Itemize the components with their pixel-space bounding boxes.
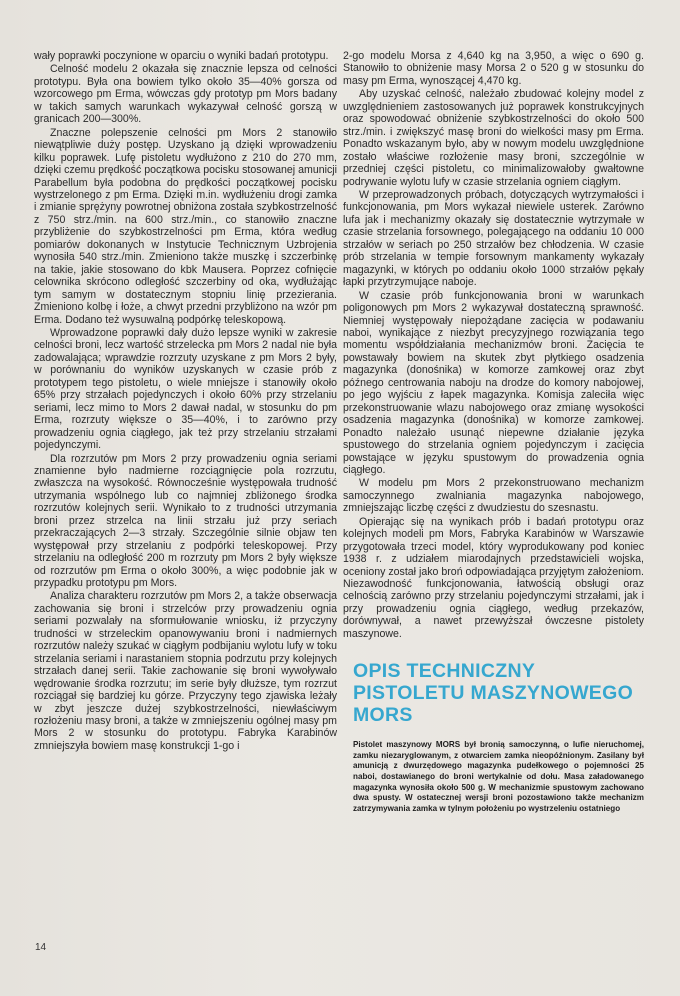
paragraph: 2-go modelu Morsa z 4,640 kg na 3,950, a więc o 690 g. Stanowiło to obniżenie masy Morsa 2 o 520 g w stosunku do masy pm Erma, wynoszącej 4,470 kg. bbox=[343, 50, 644, 87]
paragraph: wały poprawki poczynione w oparciu o wyniki badań prototypu. bbox=[34, 50, 329, 62]
paragraph: Analiza charakteru rozrzutów pm Mors 2, a także obserwacja zachowania się broni i strzelców przy prowadzeniu ognia seriami pozwalały na sformułowanie wniosku, iż przyczyny trudności w strzeleckim opanowywaniu broni i nadmiernych rozrzutów należy szukać w ciągłym podbijaniu wylotu lufy w toku strzelania seriami i narastaniem stopnia podrzutu przy kolejnych strzałach danej serii. Takie zachowanie się broni wywoływało wędrowanie środka rozrzutu; im serie były dłuższe, tym rozrzut rozciągał się bardziej ku górze. Przyczyny tego zjawiska leżały w zbyt jeszcze dużej szybkostrzelności, niewłaściwym rozłożeniu masy broni, a także w zmniejszeniu ogólnej masy pm Mors 2 w stosunku do prototypu. Fabryka Karabinów zmniejszyła bowiem masę konstrukcji 1-go i bbox=[34, 590, 337, 752]
description-caption: Pistolet maszynowy MORS był bronią samoczynną, o lufie nieruchomej, zamku niezaryglowanym, z otwarciem zamka nieopóźnionym. Zasilany był amunicją z dwurzędowego magazynka pudełkowego o pojemności 25 naboi, dostawianego do broni wertykalnie od dołu. Masa załadowanego magazynka wynosiła około 500 g. W mechanizmie spustowym zachowano dwa spusty. W ostatecznej wersji broni pozostawiono także mechanizm zatrzymywania zamka w tylnym położeniu po wystrzeleniu ostatniego bbox=[353, 740, 644, 813]
right-text-column bbox=[343, 50, 644, 814]
paragraph: Celność modelu 2 okazała się znacznie lepsza od celności prototypu. Była ona bowiem tylko około 35—40% gorsza od wzorcowego pm Erma, wówczas gdy prototyp pm Mors badany w takich samych warunkach wykazywał celność gorszą w granicach 200—300%. bbox=[34, 63, 337, 126]
paragraph: Wprowadzone poprawki dały dużo lepsze wyniki w zakresie celności broni, lecz wartość strzelecka pm Mors 2 nadal nie była zadowalająca; wprawdzie rozrzuty uzyskane z pm Mors 2 były, w porównaniu do wyników uzyskanych w czasie prób z prototypem tego pistoletu, o wiele mniejsze i stanowiły około 65% przy strzałach pojedynczych i około 60% przy strzelaniu seriami, lecz mimo to Mors 2 dawał nadal, w stosunku do pm Erma, rozrzuty większe o 35—40%, i to zarówno przy prowadzeniu ognia ciągłego, jak też przy strzelaniu strzałami pojedynczymi. bbox=[34, 326, 337, 452]
page-number: 14 bbox=[35, 942, 47, 953]
left-text-column bbox=[34, 50, 337, 752]
paragraph: W przeprowadzonych próbach, dotyczących wytrzymałości i funkcjonowania, pm Mors wykazał niewiele usterek. Zarówno lufa jak i mechanizmy okazały się dostatecznie wytrzymałe w czasie strzelania forsownego, polegającego na oddaniu 10 000 strzałów w seriach po 250 strzałów bez chłodzenia. W czasie prób strzelania w tempie forsownym mankamenty wykazały magazynki, w których po oddaniu około 1000 strzałów pękały łapki przytrzymujące naboje. bbox=[343, 188, 644, 289]
paragraph: W czasie prób funkcjonowania broni w warunkach poligonowych pm Mors 2 wykazywał dostateczną sprawność. Niemniej występowały niepożądane zacięcia w podawaniu naboi, wynikające z niezbyt precyzyjnego rozwiązania tego momentu współdziałania mechanizmów broni. Zacięcia te powstawały bowiem na skutek zbyt płytkiego osadzenia magazynka (donośnika) w komorze zamkowej oraz zbyt późnego centrowania naboju na drodze do komory nabojowej, po jego wyjściu z łapek magazynka. Komisja zaleciła więc przekonstruowanie wlazu nabojowego oraz zmianę wysokości osadzenia magazynka (donośnika) w komorze zamkowej. Ponadto należało usunąć niepewne działanie języka spustowego do strzelania ogniem pojedynczym i zacięcia powstające w języku spustowym do prowadzenia ognia ciągłego. bbox=[343, 289, 644, 476]
paragraph: W modelu pm Mors 2 przekonstruowano mechanizm samoczynnego zwalniania magazynka nabojowego, zmniejszając liczbę części z dwudziestu do szesnastu. bbox=[343, 477, 644, 515]
section-heading: OPIS TECHNICZNY PISTOLETU MASZYNOWEGO MORS bbox=[353, 660, 634, 727]
paragraph: Dla rozrzutów pm Mors 2 przy prowadzeniu ognia seriami znamienne było nadmierne rozciągnięcie pola rozrzutu, zwłaszcza na wysokość. Równocześnie występowała trudność utrzymania wspólnego lub co najmniej zbliżonego środka rozrzutów kolejnych serii. Wynikało to z trudności utrzymania broni przez strzelca na linii strzału już przy seriach przekraczających 2—3 strzały. Szczególnie silnie objaw ten występował przy strzelaniu z podpórki teleskopowej. Przy strzelaniu na odległość 200 m rozrzuty pm Mors 2 były większe od rozrzutów pm Erma o około 300%, a więc podobnie jak w przypadku prototypu pm Mors. bbox=[34, 452, 337, 590]
paragraph: Opierając się na wynikach prób i badań prototypu oraz kolejnych modeli pm Mors, Fabryka Karabinów w Warszawie przygotowała trzeci model, który wyprodukowany pod koniec 1938 r. z udziałem miarodajnych przedstawicieli wojska, oceniony został jako broń odpowiadająca przyjętym założeniom. Niezawodność funkcjonowania, łatwością obsługi oraz celnością zarówno przy strzelaniu pojedynczymi strzałami, jak i przy prowadzeniu ognia ciągłego, według przekazów, dorównywał, a nawet przewyższał ówczesne pistolety maszynowe. bbox=[343, 515, 644, 640]
paragraph: Aby uzyskać celność, należało zbudować kolejny model z uwzględnieniem zastosowanych już poprawek konstrukcyjnych oraz spowodować obniżenie szybkostrzelności do około 500 strz./min. i zwiększyć masę broni do wielkości masy pm Erma. Ponadto wskazanym było, aby w nowym modelu uwzględnione zostało właściwe rozłożenie masy broni, szczególnie w przedniej części pistoletu, co minimalizowałoby gwałtowne podrywanie wylotu lufy w czasie strzelania ogniem ciągłym. bbox=[343, 88, 644, 188]
paragraph: Znaczne polepszenie celności pm Mors 2 stanowiło niewątpliwie duży postęp. Uzyskano ją dzięki wprowadzeniu kilku poprawek. Lufę pistoletu wydłużono z 210 do 270 mm, dzięki czemu prędkość początkowa pocisku stosowanej amunicji Parabellum była podobna do prędkości początkowej pocisku wystrzelonego z pm Erma. Dzięki m.in. wydłużeniu drogi zamka i zmianie sprężyny powrotnej obniżona została szybkostrzelność z 750 strz./min. na 600 strz./min., co stanowiło znaczne przybliżenie do szybkostrzelności pm Erma, która według pomiarów dokonanych w Instytucie Technicznym Uzbrojenia wynosiła 540 strz./min. Zmieniono także muszkę i szczerbinkę na takie, jakie stosowano do kbk Mausera. Poprzez cofnięcie celownika skrócono odległość szczerbiny od oka, wydłużając tym samym w dostatecznym stopniu linię przezierania. Zmieniono kolbę i łoże, a chwyt przedni przybliżono na wzór pm Erma. Dodano też wysuwalną podpórkę teleskopową. bbox=[34, 126, 337, 326]
